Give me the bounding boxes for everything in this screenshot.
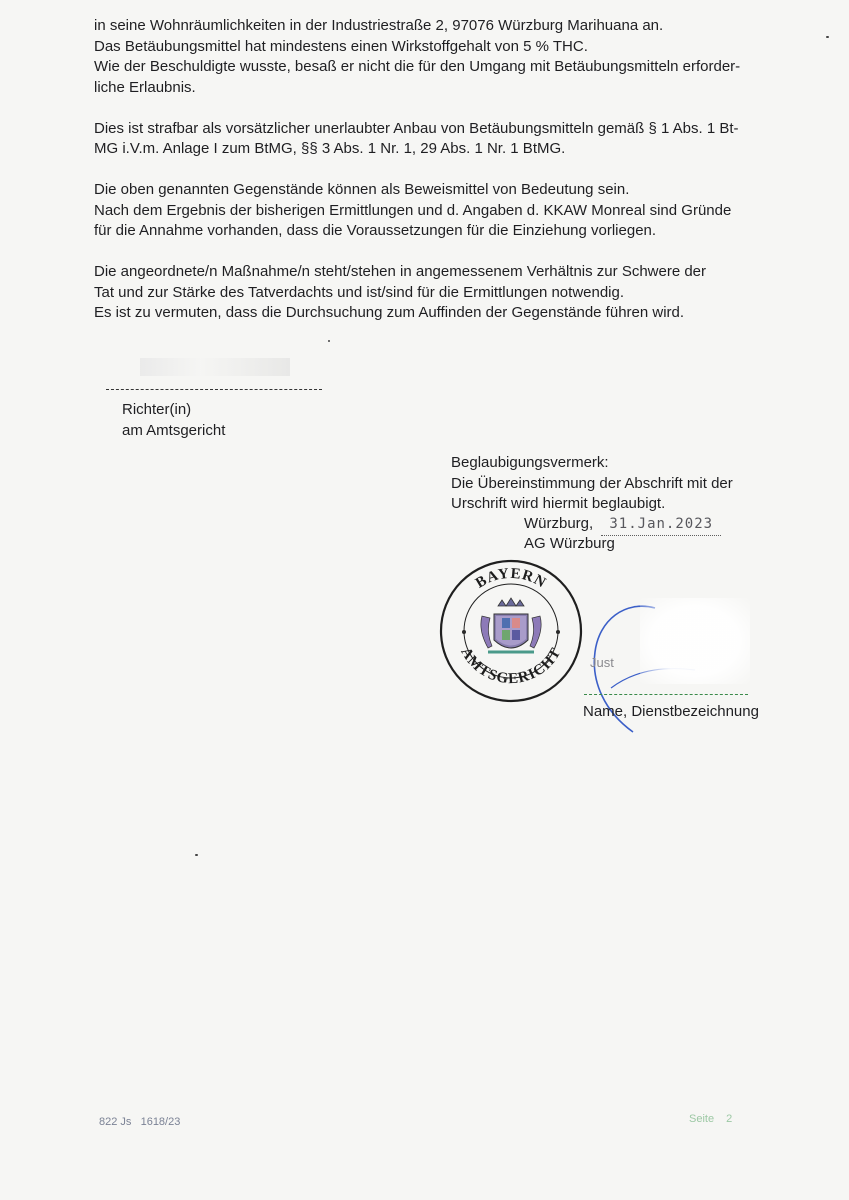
judge-signature-line bbox=[106, 389, 322, 390]
seal-bottom-text: AMTSGERICHT bbox=[457, 644, 565, 688]
certification-heading: Beglaubigungsvermerk: bbox=[451, 454, 609, 471]
paragraph-legal-basis bbox=[94, 119, 784, 160]
certification-text: Die Übereinstimmung der Abschrift mit der bbox=[451, 474, 733, 492]
text-line: Tat und zur Stärke des Tatverdachts und ist/sind für die Ermittlungen notwendig. bbox=[94, 283, 625, 301]
text-line: liche Erlaubnis. bbox=[94, 78, 196, 96]
scan-speck bbox=[826, 36, 829, 38]
paragraph-facts bbox=[94, 16, 784, 98]
coat-of-arms-icon bbox=[462, 598, 560, 652]
court-seal bbox=[436, 556, 586, 706]
judge-court: am Amtsgericht bbox=[122, 422, 226, 439]
scan-speck bbox=[195, 854, 198, 856]
certification-court: AG Würzburg bbox=[524, 535, 615, 552]
certification-signature-line bbox=[584, 694, 748, 695]
case-reference: 822 Js 1618/23 bbox=[99, 1116, 181, 1128]
official-title-label: Just bbox=[590, 655, 614, 670]
page-indicator bbox=[689, 1113, 732, 1125]
text-line: Es ist zu vermuten, dass die Durchsuchung zum Auffinden der Gegenstände führen wird. bbox=[94, 304, 685, 321]
text-line: Dies ist strafbar als vorsätzlicher unerlaubter Anbau von Betäubungsmitteln gemäß § 1 Abs. 1 Bt- bbox=[94, 119, 739, 137]
text-line: Die oben genannten Gegenstände können als Beweismittel von Bedeutung sein. bbox=[94, 181, 630, 198]
certification-note bbox=[451, 453, 781, 515]
paragraph-evidence bbox=[94, 180, 784, 242]
signature-redaction bbox=[640, 598, 750, 684]
scan-speck bbox=[328, 340, 330, 342]
text-line: für die Annahme vorhanden, dass die Voraussetzungen für die Einziehung vorliegen. bbox=[94, 222, 657, 239]
certification-place: Würzburg, bbox=[524, 515, 594, 532]
judge-name-redaction bbox=[140, 358, 290, 376]
page-number: 2 bbox=[726, 1113, 733, 1125]
judge-role-title: Richter(in) bbox=[122, 401, 192, 418]
text-line: Nach dem Ergebnis der bisherigen Ermittlungen und d. Angaben d. KKAW Monreal sind Gründe bbox=[94, 201, 732, 219]
date-stamp: 31.Jan.2023 bbox=[601, 514, 721, 536]
place-date bbox=[524, 514, 721, 536]
paragraph-proportionality bbox=[94, 262, 784, 324]
text-line: Die angeordnete/n Maßnahme/n steht/stehen in angemessenem Verhältnis zur Schwere der bbox=[94, 263, 707, 280]
text-line: Wie der Beschuldigte wusste, besaß er nicht die für den Umgang mit Betäubungsmitteln erforder- bbox=[94, 58, 741, 75]
seal-top-text: BAYERN bbox=[472, 565, 549, 592]
certification-text: Urschrift wird hiermit beglaubigt. bbox=[451, 495, 666, 512]
name-title-label: Name, Dienstbezeichnung bbox=[583, 703, 759, 720]
text-line: Das Betäubungsmittel hat mindestens einen Wirkstoffgehalt von 5 % THC. bbox=[94, 37, 588, 55]
text-line: MG i.V.m. Anlage I zum BtMG, §§ 3 Abs. 1 Nr. 1, 29 Abs. 1 Nr. 1 BtMG. bbox=[94, 140, 566, 157]
page-label: Seite bbox=[689, 1113, 715, 1125]
document-body bbox=[94, 16, 784, 344]
judge-role bbox=[122, 399, 225, 441]
text-line: in seine Wohnräumlichkeiten in der Industriestraße 2, 97076 Würzburg Marihuana an. bbox=[94, 17, 664, 34]
